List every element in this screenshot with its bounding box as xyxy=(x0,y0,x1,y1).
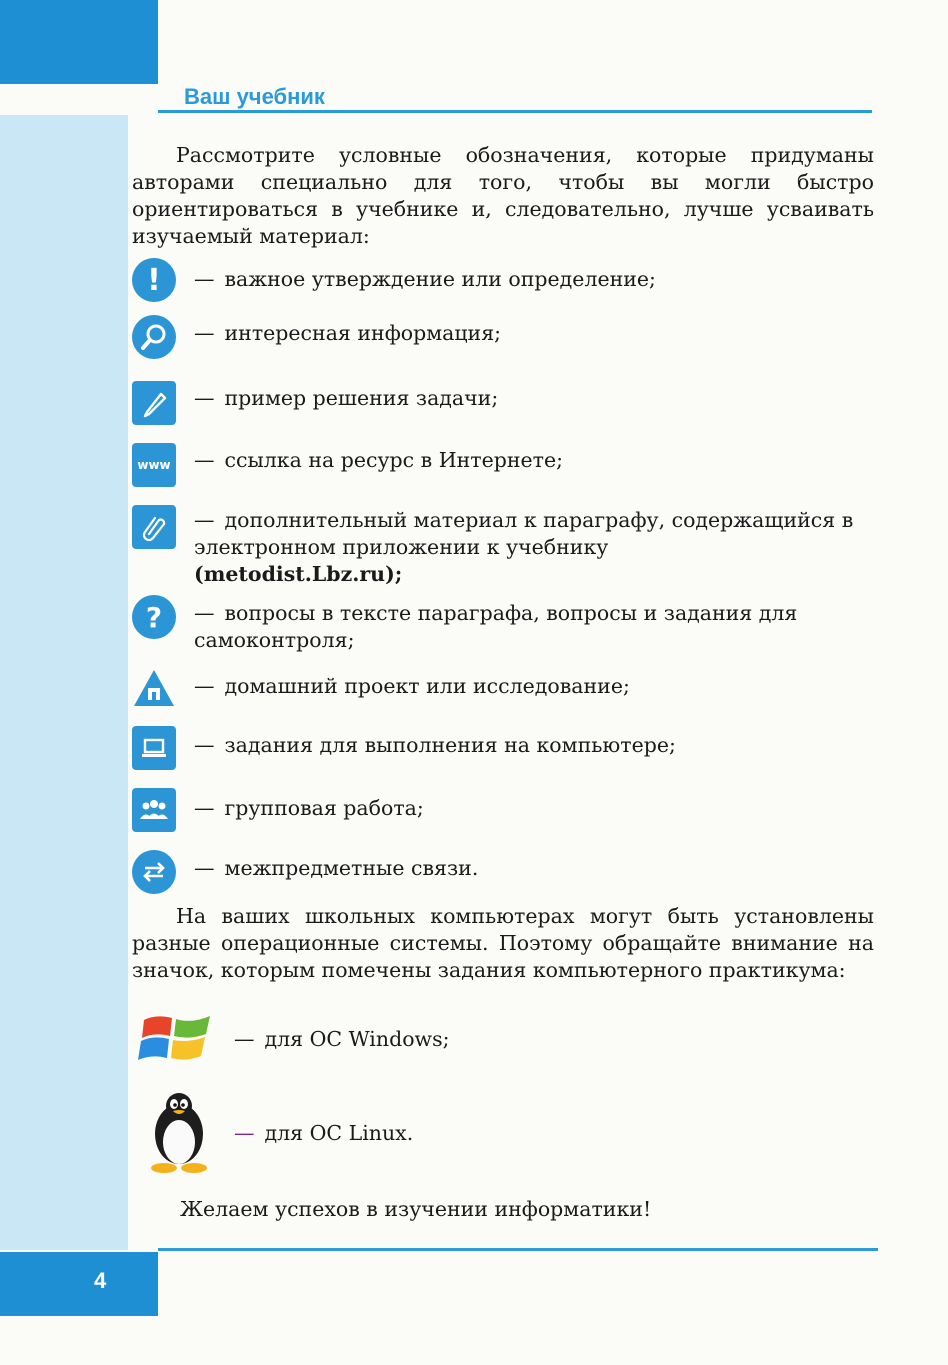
legend-text: групповая работа; xyxy=(224,796,424,820)
legend-text: дополнительный материал к параграфу, содержащийся в электронном приложении к учебнику xyxy=(194,508,854,559)
bottom-rule xyxy=(158,1248,878,1251)
paperclip-icon xyxy=(132,505,176,549)
legend-dash: — xyxy=(194,856,215,880)
legend-text: домашний проект или исследование; xyxy=(224,674,630,698)
os-item-linux xyxy=(136,1090,636,1174)
windows-logo-icon xyxy=(136,1008,216,1068)
pencil-icon xyxy=(132,381,176,425)
legend-text: интересная информация; xyxy=(224,321,502,345)
legend-dash: — xyxy=(194,267,215,291)
title-rule xyxy=(158,110,872,113)
legend-text: межпредметные связи. xyxy=(224,856,479,880)
section-title: Ваш учебник xyxy=(184,84,325,109)
legend-text: вопросы в тексте параграфа, вопросы и задания для самоконтроля; xyxy=(194,601,798,652)
legend-dash: — xyxy=(194,321,215,345)
legend-text: задания для выполнения на компьютере; xyxy=(224,733,676,757)
legend-dash: — xyxy=(194,448,215,472)
legend-dash: — xyxy=(194,796,215,820)
legend-text: важное утверждение или определение; xyxy=(224,267,656,291)
os-dash: — xyxy=(234,1121,255,1145)
magnifier-icon xyxy=(132,315,176,359)
question-icon: ? xyxy=(132,595,176,639)
resource-link[interactable]: (metodist.Lbz.ru); xyxy=(194,562,403,586)
os-dash: — xyxy=(234,1027,255,1051)
group-icon xyxy=(132,788,176,832)
os-paragraph: На ваших школьных компьютерах могут быть установлены разные операционные системы. Поэтому обращайте внимание на значок, которым помечены задания компьютерного практикума: xyxy=(132,904,874,982)
legend-dash: — xyxy=(194,733,215,757)
linux-penguin-icon xyxy=(144,1090,214,1174)
legend-dash: — xyxy=(194,386,215,410)
legend-dash: — xyxy=(194,601,215,625)
intro-paragraph: Рассмотрите условные обозначения, которые придуманы авторами специально для того, чтобы вы могли быстро ориентироваться в учебнике и, следовательно, лучше усваивать изучаемый материал: xyxy=(132,143,874,248)
legend-text: ссылка на ресурс в Интернете; xyxy=(224,448,564,472)
page-number: 4 xyxy=(94,1268,107,1293)
top-color-bar xyxy=(0,0,158,84)
legend-text: пример решения задачи; xyxy=(224,386,499,410)
page-number-box xyxy=(0,1252,158,1316)
os-text: для ОС Windows; xyxy=(264,1027,450,1051)
closing-wish: Желаем успехов в изучении информатики! xyxy=(180,1197,652,1221)
www-icon: www xyxy=(132,443,176,487)
computer-icon xyxy=(132,726,176,770)
exclamation-icon: ! xyxy=(132,258,176,302)
house-icon xyxy=(132,666,176,710)
legend-dash: — xyxy=(194,508,215,532)
os-text: для ОС Linux. xyxy=(264,1121,414,1145)
arrows-exchange-icon xyxy=(132,850,176,894)
legend-dash: — xyxy=(194,674,215,698)
os-item-windows xyxy=(136,1008,636,1072)
